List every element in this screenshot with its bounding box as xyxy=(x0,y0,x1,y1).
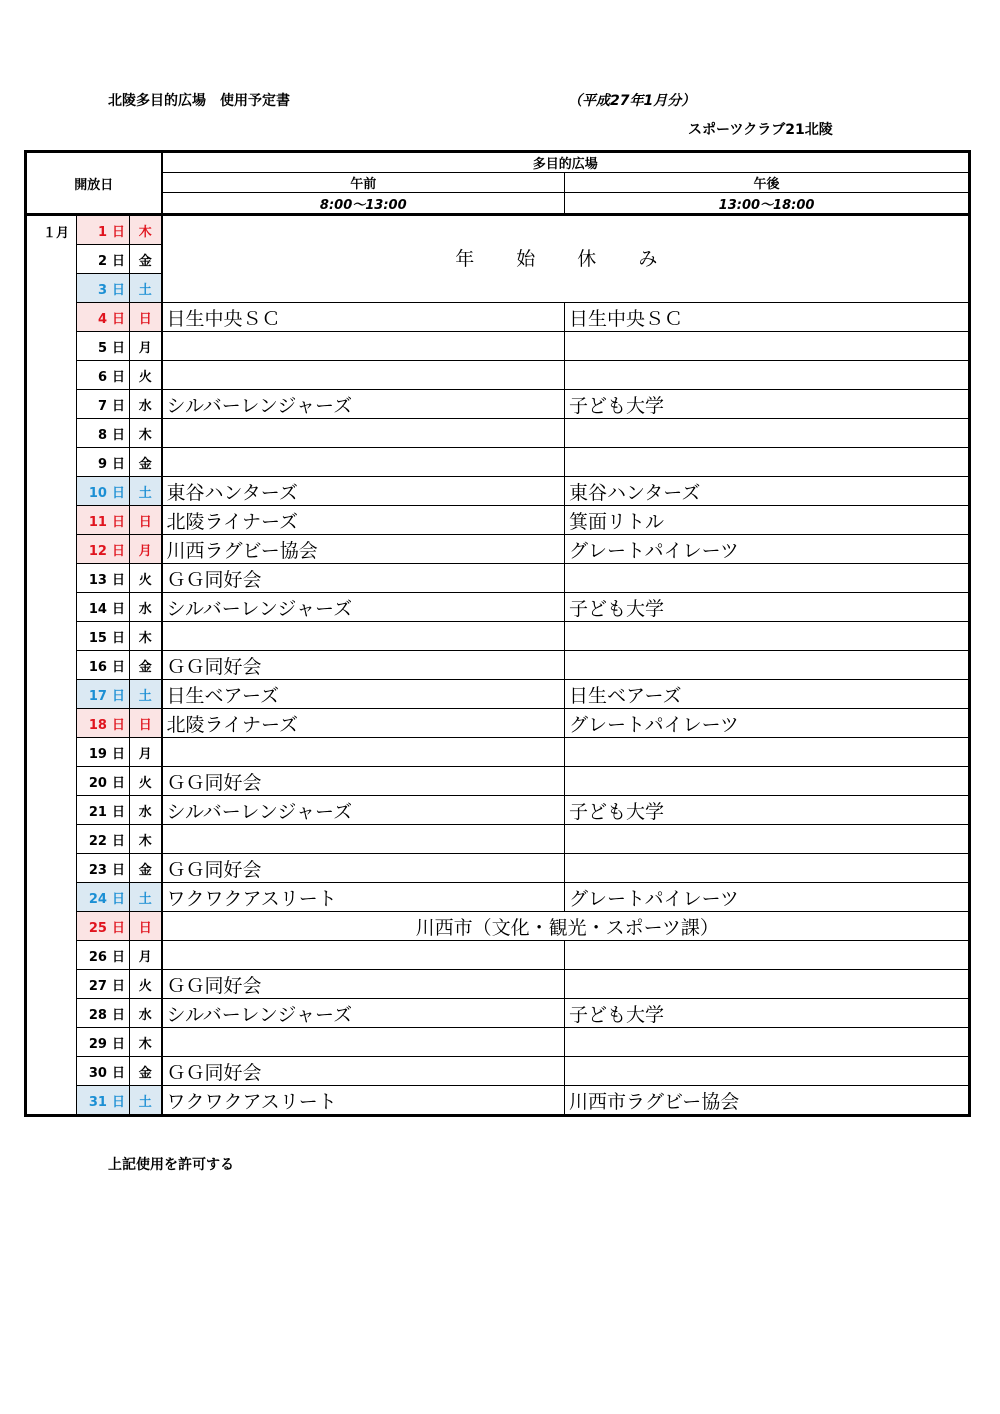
day-suffix: 日 xyxy=(111,572,125,588)
weekday-cell: 火 xyxy=(130,767,162,796)
pm-booking: 箕面リトル xyxy=(565,506,970,535)
am-booking xyxy=(162,941,565,970)
table-row xyxy=(26,651,970,680)
pm-booking xyxy=(565,825,970,854)
table-row xyxy=(26,970,970,999)
am-booking: シルバーレンジャーズ xyxy=(162,593,565,622)
pm-booking xyxy=(565,854,970,883)
am-booking: シルバーレンジャーズ xyxy=(162,390,565,419)
day-suffix: 日 xyxy=(111,1094,125,1110)
day-value: 11 xyxy=(88,514,107,530)
pm-booking: 子ども大学 xyxy=(565,999,970,1028)
am-booking: ＧＧ同好会 xyxy=(162,564,565,593)
table-row xyxy=(26,709,970,738)
table-row xyxy=(26,767,970,796)
day-value: 8 xyxy=(97,427,107,443)
table-row xyxy=(26,506,970,535)
pm-booking xyxy=(565,941,970,970)
pm-booking: 川西市ラグビー協会 xyxy=(565,1086,970,1116)
closed-notice: 年 始 休 み xyxy=(162,215,970,303)
am-booking: ＧＧ同好会 xyxy=(162,1057,565,1086)
day-suffix: 日 xyxy=(111,978,125,994)
day-number xyxy=(77,245,130,274)
pm-booking: 日生ベアーズ xyxy=(565,680,970,709)
day-number xyxy=(77,361,130,390)
weekday-cell: 土 xyxy=(130,477,162,506)
weekday-cell: 木 xyxy=(130,215,162,245)
pm-booking: 東谷ハンターズ xyxy=(565,477,970,506)
am-booking: ＧＧ同好会 xyxy=(162,767,565,796)
table-row xyxy=(26,1028,970,1057)
table-row xyxy=(26,941,970,970)
header-am-time: 8:00〜13:00 xyxy=(162,193,565,215)
table-row xyxy=(26,912,970,941)
weekday-cell: 火 xyxy=(130,970,162,999)
am-booking: 日生中央ＳＣ xyxy=(162,303,565,332)
table-row xyxy=(26,738,970,767)
day-number xyxy=(77,274,130,303)
table-row xyxy=(26,1086,970,1116)
day-suffix: 日 xyxy=(111,862,125,878)
table-row xyxy=(26,332,970,361)
day-suffix: 日 xyxy=(111,746,125,762)
day-value: 4 xyxy=(97,311,107,327)
weekday-cell: 水 xyxy=(130,593,162,622)
day-suffix: 日 xyxy=(111,253,125,269)
day-number xyxy=(77,1057,130,1086)
day-suffix: 日 xyxy=(111,1036,125,1052)
day-number xyxy=(77,767,130,796)
pm-booking xyxy=(565,738,970,767)
organization-name: スポーツクラブ21北陵 xyxy=(688,122,833,138)
header-pm: 午後 xyxy=(565,173,970,193)
weekday-cell: 日 xyxy=(130,912,162,941)
am-booking: ＧＧ同好会 xyxy=(162,854,565,883)
am-booking: シルバーレンジャーズ xyxy=(162,999,565,1028)
day-value: 5 xyxy=(97,340,107,356)
am-booking xyxy=(162,1028,565,1057)
day-suffix: 日 xyxy=(111,224,125,240)
table-row xyxy=(26,1057,970,1086)
day-suffix: 日 xyxy=(111,920,125,936)
day-value: 9 xyxy=(97,456,107,472)
table-row xyxy=(26,564,970,593)
day-number xyxy=(77,332,130,361)
am-booking xyxy=(162,332,565,361)
day-suffix: 日 xyxy=(111,949,125,965)
am-booking: ワクワクアスリート xyxy=(162,1086,565,1116)
day-value: 12 xyxy=(88,543,107,559)
day-number xyxy=(77,651,130,680)
pm-booking: 子ども大学 xyxy=(565,796,970,825)
table-row xyxy=(26,419,970,448)
day-value: 24 xyxy=(88,891,107,907)
am-booking xyxy=(162,622,565,651)
pm-booking xyxy=(565,361,970,390)
day-number xyxy=(77,680,130,709)
pm-booking: 子ども大学 xyxy=(565,593,970,622)
table-row xyxy=(26,622,970,651)
table-row xyxy=(26,825,970,854)
day-value: 23 xyxy=(88,862,107,878)
day-suffix: 日 xyxy=(111,456,125,472)
day-value: 16 xyxy=(88,659,107,675)
weekday-cell: 火 xyxy=(130,361,162,390)
day-value: 22 xyxy=(88,833,107,849)
day-suffix: 日 xyxy=(111,891,125,907)
day-value: 18 xyxy=(88,717,107,733)
day-suffix: 日 xyxy=(111,804,125,820)
day-number xyxy=(77,883,130,912)
weekday-cell: 金 xyxy=(130,854,162,883)
day-value: 17 xyxy=(88,688,107,704)
weekday-cell: 木 xyxy=(130,1028,162,1057)
table-row xyxy=(26,448,970,477)
day-number xyxy=(77,796,130,825)
day-suffix: 日 xyxy=(111,514,125,530)
weekday-cell: 金 xyxy=(130,651,162,680)
weekday-cell: 日 xyxy=(130,506,162,535)
weekday-cell: 月 xyxy=(130,332,162,361)
am-booking xyxy=(162,738,565,767)
header-open-day: 開放日 xyxy=(26,152,162,215)
weekday-cell: 金 xyxy=(130,1057,162,1086)
day-number xyxy=(77,564,130,593)
pm-booking xyxy=(565,651,970,680)
am-booking: シルバーレンジャーズ xyxy=(162,796,565,825)
weekday-cell: 金 xyxy=(130,245,162,274)
day-suffix: 日 xyxy=(111,1065,125,1081)
am-booking xyxy=(162,361,565,390)
day-value: 10 xyxy=(88,485,107,501)
weekday-cell: 土 xyxy=(130,1086,162,1116)
day-number xyxy=(77,215,130,245)
day-value: 15 xyxy=(88,630,107,646)
day-number xyxy=(77,477,130,506)
table-row xyxy=(26,390,970,419)
day-value: 27 xyxy=(88,978,107,994)
am-booking: 東谷ハンターズ xyxy=(162,477,565,506)
day-value: 19 xyxy=(88,746,107,762)
weekday-cell: 土 xyxy=(130,680,162,709)
header-facility: 多目的広場 xyxy=(162,152,970,173)
day-value: 31 xyxy=(88,1094,107,1110)
weekday-cell: 日 xyxy=(130,709,162,738)
day-suffix: 日 xyxy=(111,601,125,617)
pm-booking xyxy=(565,419,970,448)
pm-booking xyxy=(565,448,970,477)
day-value: 1 xyxy=(97,224,107,240)
weekday-cell: 金 xyxy=(130,448,162,477)
day-number xyxy=(77,593,130,622)
pm-booking xyxy=(565,332,970,361)
am-booking: ＧＧ同好会 xyxy=(162,970,565,999)
table-row xyxy=(26,593,970,622)
am-booking: 北陵ライナーズ xyxy=(162,709,565,738)
am-booking: 川西ラグビー協会 xyxy=(162,535,565,564)
day-value: 13 xyxy=(88,572,107,588)
day-number xyxy=(77,854,130,883)
am-booking xyxy=(162,419,565,448)
day-suffix: 日 xyxy=(111,1007,125,1023)
weekday-cell: 木 xyxy=(130,825,162,854)
day-value: 14 xyxy=(88,601,107,617)
table-row xyxy=(26,883,970,912)
pm-booking: グレートパイレーツ xyxy=(565,535,970,564)
day-value: 21 xyxy=(88,804,107,820)
pm-booking xyxy=(565,564,970,593)
table-row xyxy=(26,999,970,1028)
weekday-cell: 月 xyxy=(130,941,162,970)
weekday-cell: 月 xyxy=(130,535,162,564)
pm-booking xyxy=(565,1028,970,1057)
day-number xyxy=(77,825,130,854)
day-value: 3 xyxy=(97,282,107,298)
day-suffix: 日 xyxy=(111,398,125,414)
day-number xyxy=(77,448,130,477)
table-row xyxy=(26,854,970,883)
weekday-cell: 土 xyxy=(130,274,162,303)
day-suffix: 日 xyxy=(111,833,125,849)
month-cell: １月 xyxy=(26,215,77,1116)
am-booking: ＧＧ同好会 xyxy=(162,651,565,680)
day-value: 25 xyxy=(88,920,107,936)
table-row xyxy=(26,535,970,564)
day-suffix: 日 xyxy=(111,717,125,733)
day-suffix: 日 xyxy=(111,340,125,356)
am-booking: 北陵ライナーズ xyxy=(162,506,565,535)
day-suffix: 日 xyxy=(111,659,125,675)
weekday-cell: 土 xyxy=(130,883,162,912)
day-number xyxy=(77,709,130,738)
day-number xyxy=(77,622,130,651)
table-row xyxy=(26,680,970,709)
table-row xyxy=(26,477,970,506)
day-value: 7 xyxy=(97,398,107,414)
weekday-cell: 日 xyxy=(130,303,162,332)
pm-booking xyxy=(565,1057,970,1086)
day-suffix: 日 xyxy=(111,282,125,298)
period-label: （平成27年1月分） xyxy=(568,93,696,109)
day-suffix: 日 xyxy=(111,427,125,443)
table-row xyxy=(26,303,970,332)
day-number xyxy=(77,1086,130,1116)
day-value: 2 xyxy=(97,253,107,269)
table-row xyxy=(26,361,970,390)
header-pm-time: 13:00〜18:00 xyxy=(565,193,970,215)
am-booking xyxy=(162,825,565,854)
day-number xyxy=(77,419,130,448)
day-value: 28 xyxy=(88,1007,107,1023)
day-suffix: 日 xyxy=(111,688,125,704)
weekday-cell: 月 xyxy=(130,738,162,767)
full-day-booking: 川西市（文化・観光・スポーツ課） xyxy=(162,912,970,941)
day-value: 29 xyxy=(88,1036,107,1052)
day-number xyxy=(77,303,130,332)
day-suffix: 日 xyxy=(111,369,125,385)
pm-booking xyxy=(565,622,970,651)
pm-booking xyxy=(565,970,970,999)
pm-booking: 日生中央ＳＣ xyxy=(565,303,970,332)
am-booking xyxy=(162,448,565,477)
table-row xyxy=(26,796,970,825)
weekday-cell: 木 xyxy=(130,419,162,448)
weekday-cell: 水 xyxy=(130,999,162,1028)
am-booking: 日生ベアーズ xyxy=(162,680,565,709)
pm-booking: 子ども大学 xyxy=(565,390,970,419)
day-value: 30 xyxy=(88,1065,107,1081)
weekday-cell: 水 xyxy=(130,390,162,419)
weekday-cell: 火 xyxy=(130,564,162,593)
day-suffix: 日 xyxy=(111,311,125,327)
day-number xyxy=(77,941,130,970)
pm-booking xyxy=(565,767,970,796)
approval-note: 上記使用を許可する xyxy=(108,1157,234,1173)
day-suffix: 日 xyxy=(111,775,125,791)
day-number xyxy=(77,535,130,564)
day-value: 20 xyxy=(88,775,107,791)
am-booking: ワクワクアスリート xyxy=(162,883,565,912)
header-am: 午前 xyxy=(162,173,565,193)
day-number xyxy=(77,912,130,941)
day-number xyxy=(77,970,130,999)
pm-booking: グレートパイレーツ xyxy=(565,709,970,738)
pm-booking: グレートパイレーツ xyxy=(565,883,970,912)
weekday-cell: 木 xyxy=(130,622,162,651)
day-number xyxy=(77,506,130,535)
day-number xyxy=(77,738,130,767)
schedule-table xyxy=(24,150,971,1117)
weekday-cell: 水 xyxy=(130,796,162,825)
day-value: 6 xyxy=(97,369,107,385)
day-number xyxy=(77,390,130,419)
day-number xyxy=(77,999,130,1028)
table-row xyxy=(26,215,970,245)
day-number xyxy=(77,1028,130,1057)
day-suffix: 日 xyxy=(111,630,125,646)
day-suffix: 日 xyxy=(111,485,125,501)
day-value: 26 xyxy=(88,949,107,965)
day-suffix: 日 xyxy=(111,543,125,559)
document-title: 北陵多目的広場 使用予定書 xyxy=(108,93,290,109)
